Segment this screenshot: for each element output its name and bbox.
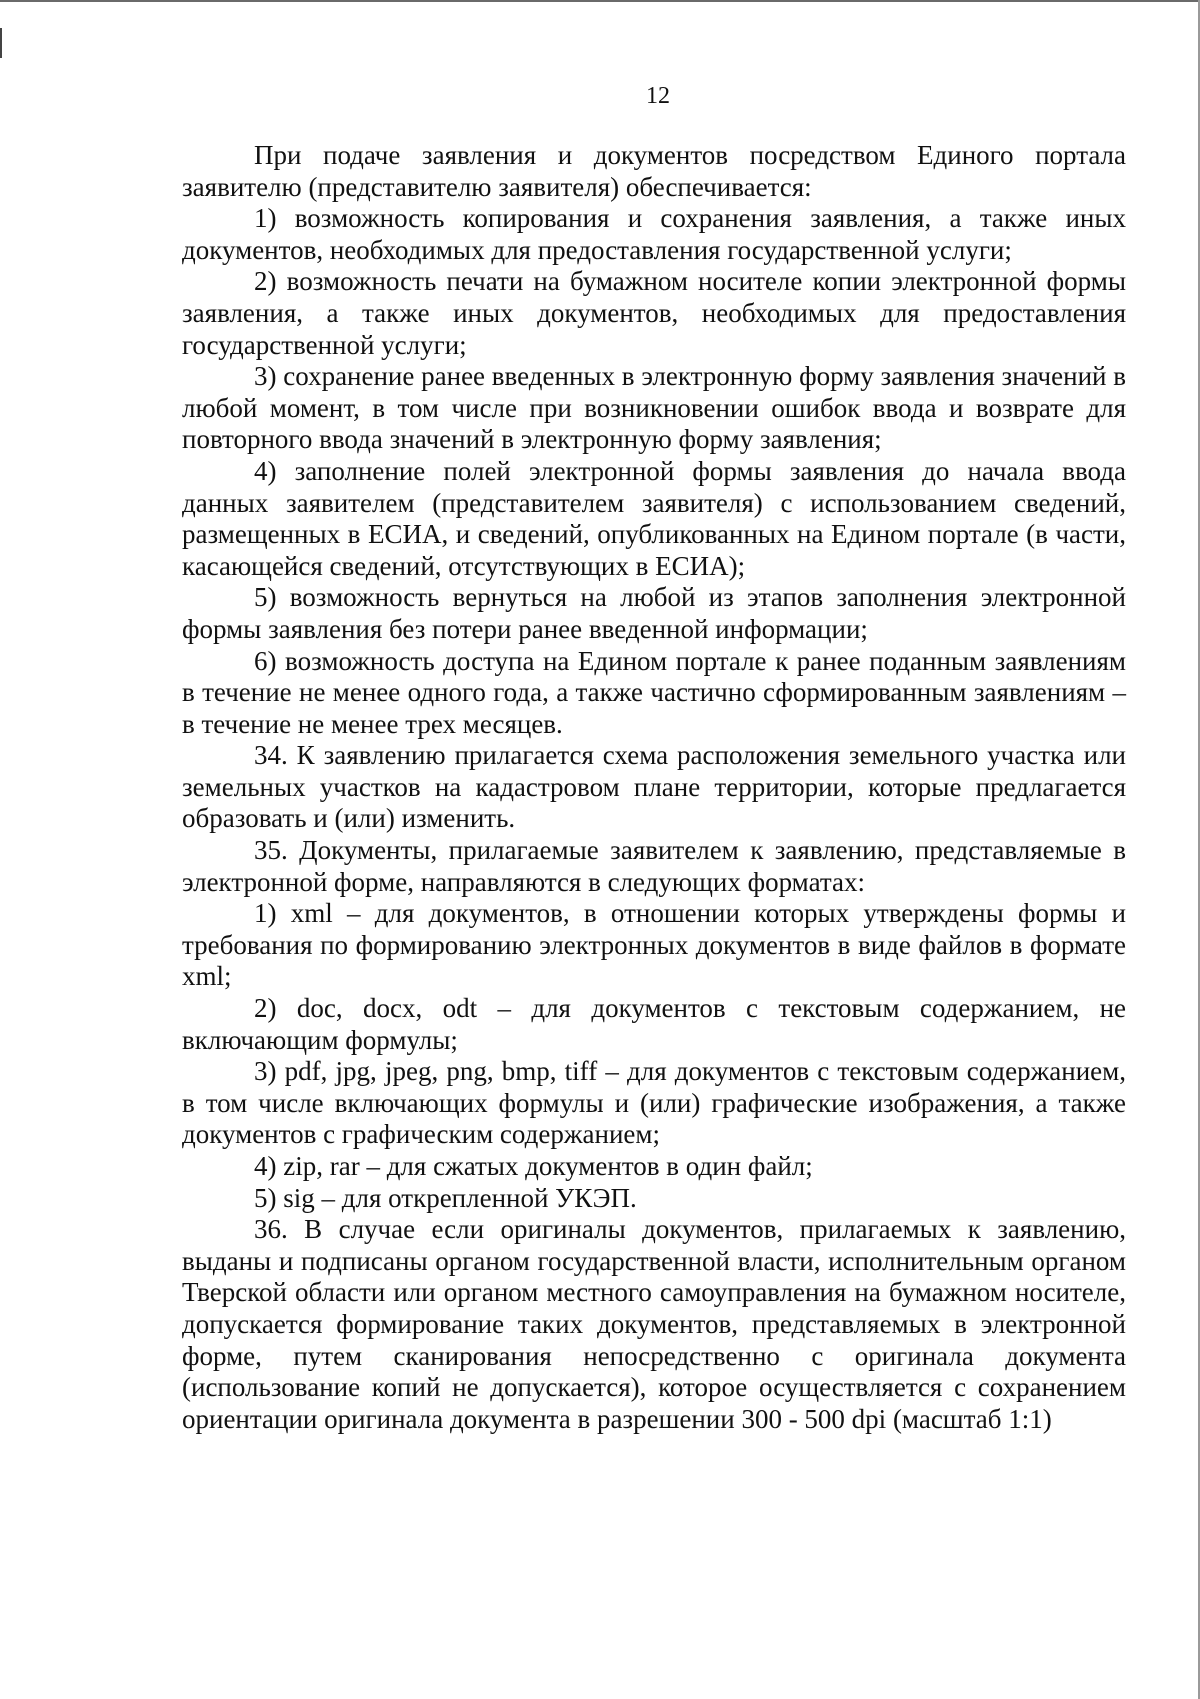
paragraph-format-zip: 4) zip, rar – для сжатых документов в один файл; — [254, 1151, 813, 1181]
paragraph-item-2: 2) возможность печати на бумажном носителе копии электронной формы заявления, а также иных документов, необходимых для предоставления государственной услуги; — [182, 266, 1126, 360]
page-number: 12 — [646, 83, 670, 109]
paragraph-format-doc: 2) doc, docx, odt – для документов с текстовым содержанием, не включающим формулы; — [182, 993, 1126, 1055]
paragraph-format-pdf: 3) pdf, jpg, jpeg, png, bmp, tiff – для документов с текстовым содержанием, в том числе включающих формулы и (или) графические изображения, а также документов с графическим содержанием; — [182, 1056, 1126, 1150]
paragraph-item-6: 6) возможность доступа на Едином портале к ранее поданным заявлениям в течение не менее одного года, а также частично сформированным заявлениям – в течение не менее трех месяцев. — [182, 645, 1126, 739]
paragraph-format-xml: 1) xml – для документов, в отношении которых утверждены формы и требования по формированию электронных документов в виде файлов в формате xml; — [182, 898, 1126, 992]
paragraph-section-35: 35. Документы, прилагаемые заявителем к заявлению, представляемые в электронной форме, направляются в следующих форматах: — [182, 835, 1126, 897]
paragraph-item-4: 4) заполнение полей электронной формы заявления до начала ввода данных заявителем (представителем заявителя) с использованием сведений, размещенных в ЕСИА, и сведений, опубликованных на Едином портале (в части, касающейся сведений, отсутствующих в ЕСИА); — [182, 455, 1126, 581]
paragraph-section-34: 34. К заявлению прилагается схема расположения земельного участка или земельных участков на кадастровом плане территории, которые предлагается образовать и (или) изменить. — [182, 740, 1126, 834]
paragraph-intro: При подаче заявления и документов посредством Единого портала заявителю (представителю заявителя) обеспечивается: — [182, 140, 1126, 202]
scan-edge-top — [0, 0, 1200, 2]
paragraph-item-3: 3) сохранение ранее введенных в электронную форму заявления значений в любой момент, в том числе при возникновении ошибок ввода и возврате для повторного ввода значений в электронную форму заявления; — [182, 361, 1126, 455]
paragraph-item-1: 1) возможность копирования и сохранения заявления, а также иных документов, необходимых для предоставления государственной услуги; — [182, 203, 1126, 265]
scan-mark-left — [0, 28, 2, 58]
paragraph-item-5: 5) возможность вернуться на любой из этапов заполнения электронной формы заявления без потери ранее введенной информации; — [182, 582, 1126, 644]
paragraph-section-36: 36. В случае если оригиналы документов, прилагаемых к заявлению, выданы и подписаны органом государственной власти, исполнительным органом Тверской области или органом местного самоуправления на бумажном носителе, допускается формирование таких документов, представляемых в электронной форме, путем сканирования непосредственно с оригинала документа (использование копий не допускается), которое осуществляется с сохранением ориентации оригинала документа в разрешении 300 - 500 dpi (масштаб 1:1) — [182, 1214, 1126, 1434]
paragraph-format-sig: 5) sig – для открепленной УКЭП. — [254, 1182, 637, 1213]
document-body — [182, 140, 1126, 1435]
